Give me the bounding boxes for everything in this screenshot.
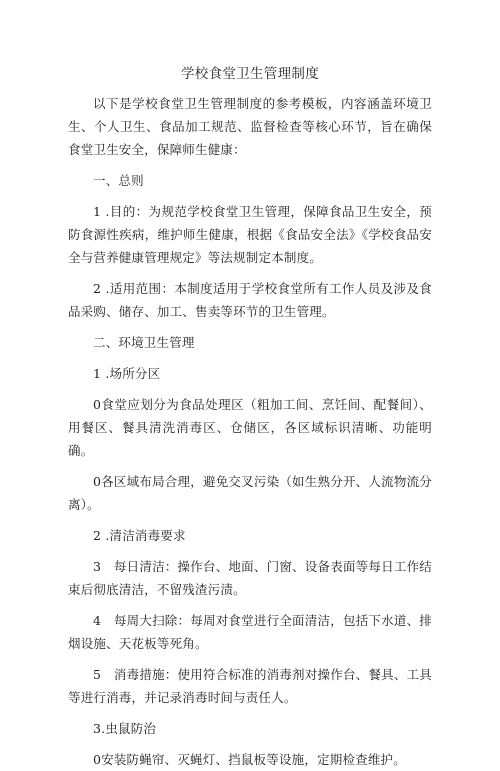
intro-paragraph: 以下是学校食堂卫生管理制度的参考模板，内容涵盖环境卫生、个人卫生、食品加工规范、监督检查等核心环节，旨在确保食堂卫生安全，保障师生健康： xyxy=(68,96,432,157)
subheading-zoning: 1 .场所分区 xyxy=(93,366,161,381)
subheading-pest-control: 3.虫鼠防治 xyxy=(93,721,157,736)
paragraph-purpose: 1 .目的：为规范学校食堂卫生管理，保障食品卫生安全，预防食源性疾病，维护师生健康，根据《食品安全法》《学校食品安全与营养健康管理规定》等法规制定本制度。 xyxy=(68,204,432,265)
subheading-cleaning: 2 .清洁消毒要求 xyxy=(93,528,186,543)
paragraph-zoning-layout: 0各区域布局合理，避免交叉污染（如生熟分开、人流物流分离）。 xyxy=(68,474,432,512)
paragraph-pest-facilities: 0安装防蝇帘、灭蝇灯、挡鼠板等设施，定期检查维护。 xyxy=(93,752,406,767)
paragraph-disinfection: 5 消毒措施：使用符合标准的消毒剂对操作台、餐具、工具等进行消毒，并记录消毒时间与责任人。 xyxy=(68,667,432,705)
paragraph-daily-cleaning: 3 每日清洁：操作台、地面、门窗、设备表面等每日工作结束后彻底清洁，不留残渣污渍。 xyxy=(68,559,432,597)
paragraph-zoning-areas: 0食堂应划分为食品处理区（粗加工间、烹饪间、配餐间）、用餐区、餐具清洗消毒区、仓储区，各区域标识清晰、功能明确。 xyxy=(68,397,432,458)
section-heading-environment: 二、环境卫生管理 xyxy=(93,335,195,350)
document-title: 学校食堂卫生管理制度 xyxy=(181,66,319,82)
section-heading-general: 一、总则 xyxy=(93,173,144,188)
paragraph-scope: 2 .适用范围：本制度适用于学校食堂所有工作人员及涉及食品采购、储存、加工、售卖等环节的卫生管理。 xyxy=(68,281,432,319)
paragraph-weekly-cleaning: 4 每周大扫除：每周对食堂进行全面清洁，包括下水道、排烟设施、天花板等死角。 xyxy=(68,613,432,651)
